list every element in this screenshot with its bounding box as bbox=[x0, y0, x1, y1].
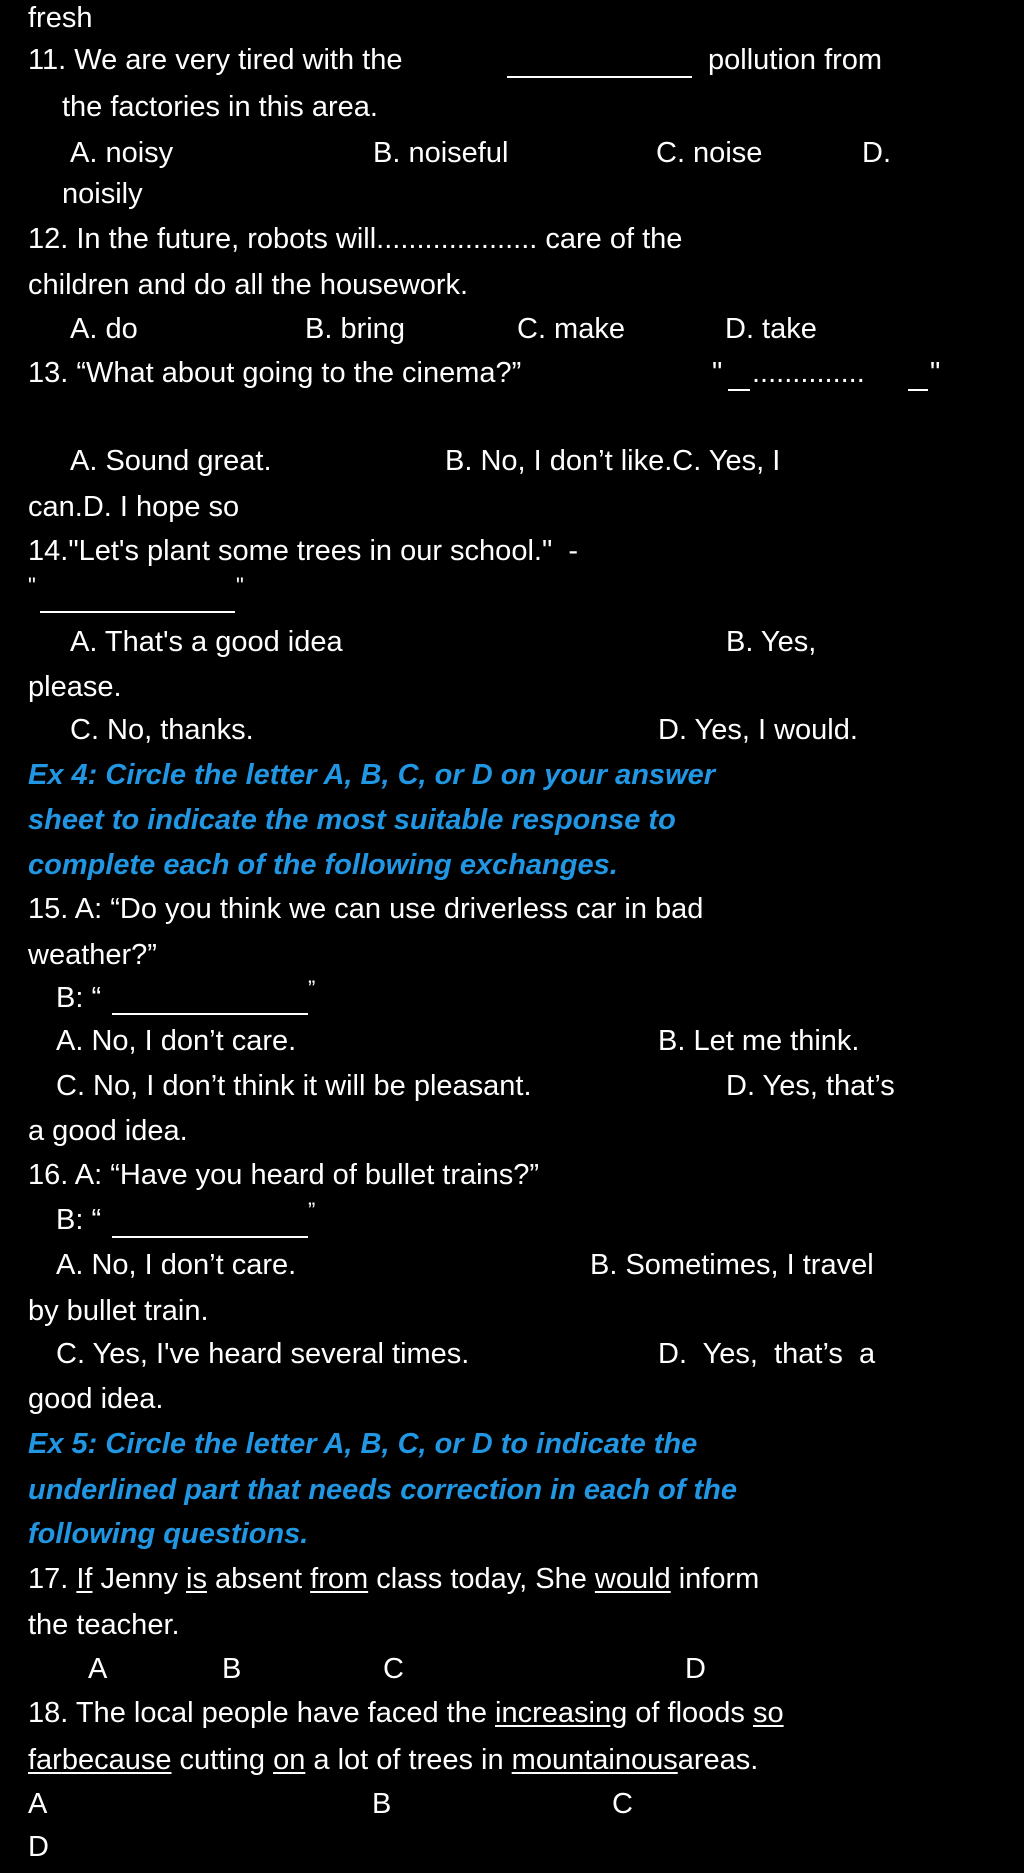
underlined-part-c: from bbox=[310, 1563, 369, 1595]
response-label: B: “ bbox=[56, 982, 102, 1014]
option-a: A. That's a good idea bbox=[70, 626, 343, 658]
underlined-part-c: on bbox=[273, 1744, 306, 1776]
question-11-stem-cont: pollution from bbox=[708, 44, 883, 76]
option-d-cont: a good idea. bbox=[28, 1115, 188, 1147]
question-16-stem: 16. A: “Have you heard of bullet trains?” bbox=[28, 1159, 540, 1191]
option-b: B. Sometimes, I travel bbox=[590, 1249, 874, 1281]
option-d: D. Yes, I would. bbox=[658, 714, 858, 746]
answer-blank bbox=[112, 1236, 308, 1238]
question-15-stem-cont: weather?” bbox=[28, 939, 157, 971]
option-d: D. Yes, that’s bbox=[726, 1070, 895, 1102]
option-b-cont: by bullet train. bbox=[28, 1295, 209, 1327]
option-letter: C bbox=[383, 1653, 404, 1685]
option-c: C. No, I don’t think it will be pleasant. bbox=[56, 1070, 532, 1102]
exercise-4-heading: Ex 4: Circle the letter A, B, C, or D on your answer bbox=[28, 759, 716, 791]
option-letter: B bbox=[222, 1653, 242, 1685]
underlined-part-a: If bbox=[76, 1563, 93, 1595]
text-line: fresh bbox=[28, 2, 93, 34]
question-17-stem: 17. If Jenny is absent from class today, She would inform bbox=[28, 1563, 760, 1595]
option-a: A. do bbox=[70, 313, 138, 345]
answer-blank bbox=[112, 1013, 308, 1015]
option-b-c: B. No, I don’t like.C. Yes, I bbox=[445, 445, 781, 477]
option-d-cont: noisily bbox=[62, 178, 143, 210]
option-letter: C bbox=[612, 1788, 633, 1820]
option-d: D. take bbox=[725, 313, 817, 345]
option-b: B. noiseful bbox=[373, 137, 509, 169]
option-b: B. Yes, bbox=[726, 626, 817, 658]
option-c: C. noise bbox=[656, 137, 763, 169]
quote-mark: " bbox=[236, 573, 244, 598]
answer-blank bbox=[507, 76, 692, 78]
question-11-stem-cont: the factories in this area. bbox=[62, 91, 378, 123]
underlined-part-d: would bbox=[594, 1563, 671, 1595]
exercise-5-heading-cont: following questions. bbox=[28, 1518, 309, 1550]
underlined-part-b: so bbox=[752, 1697, 784, 1729]
answer-blank bbox=[908, 389, 928, 391]
response-label: B: “ bbox=[56, 1204, 102, 1236]
question-12-stem-cont: children and do all the housework. bbox=[28, 269, 469, 301]
quote-mark: ” bbox=[308, 976, 316, 1001]
quote-mark: ” bbox=[308, 1198, 316, 1223]
question-15-stem: 15. A: “Do you think we can use driverless car in bad bbox=[28, 893, 704, 925]
option-a: A. No, I don’t care. bbox=[56, 1249, 297, 1281]
option-b: B. bring bbox=[305, 313, 405, 345]
underlined-part-b: is bbox=[186, 1563, 207, 1595]
question-17-stem-cont: the teacher. bbox=[28, 1609, 180, 1641]
exercise-4-heading-cont: complete each of the following exchanges. bbox=[28, 849, 618, 881]
option-b: B. Let me think. bbox=[658, 1025, 860, 1057]
option-c: C. make bbox=[517, 313, 625, 345]
answer-blank bbox=[40, 611, 235, 613]
question-18-stem: 18. The local people have faced the increasing of floods so bbox=[28, 1697, 784, 1729]
question-14-stem: 14."Let's plant some trees in our school." - bbox=[28, 535, 579, 567]
quote-mark: " bbox=[712, 357, 723, 389]
quote-mark: " bbox=[28, 573, 36, 598]
exercise-4-heading-cont: sheet to indicate the most suitable response to bbox=[28, 804, 676, 836]
option-c-d: can.D. I hope so bbox=[28, 491, 240, 523]
option-letter: D bbox=[28, 1831, 49, 1863]
question-12-stem: 12. In the future, robots will.................... care of the bbox=[28, 223, 683, 255]
option-a: A. No, I don’t care. bbox=[56, 1025, 297, 1057]
option-c: C. Yes, I've heard several times. bbox=[56, 1338, 470, 1370]
option-a: A. Sound great. bbox=[70, 445, 272, 477]
option-letter: A bbox=[88, 1653, 108, 1685]
option-c: C. No, thanks. bbox=[70, 714, 254, 746]
quote-mark: " bbox=[930, 357, 941, 389]
option-letter: A bbox=[28, 1788, 48, 1820]
underlined-part-d: mountainous bbox=[511, 1744, 678, 1776]
option-d-cont: good idea. bbox=[28, 1383, 164, 1415]
exercise-5-heading: Ex 5: Circle the letter A, B, C, or D to indicate the bbox=[28, 1428, 698, 1460]
question-11-stem: 11. We are very tired with the bbox=[28, 44, 403, 76]
option-letter: D bbox=[685, 1653, 706, 1685]
option-b-cont: please. bbox=[28, 671, 122, 703]
option-a: A. noisy bbox=[70, 137, 174, 169]
option-d: D. Yes, that’s a bbox=[658, 1338, 876, 1370]
option-letter: B bbox=[372, 1788, 392, 1820]
option-d: D. bbox=[862, 137, 891, 169]
exercise-5-heading-cont: underlined part that needs correction in each of the bbox=[28, 1474, 737, 1506]
answer-blank bbox=[728, 389, 750, 391]
answer-dots: .............. bbox=[752, 357, 865, 389]
question-18-stem-cont: farbecause cutting on a lot of trees in mountainousareas. bbox=[28, 1744, 759, 1776]
question-13-stem: 13. “What about going to the cinema?” bbox=[28, 357, 522, 389]
underlined-part-a: increasing bbox=[495, 1697, 628, 1729]
